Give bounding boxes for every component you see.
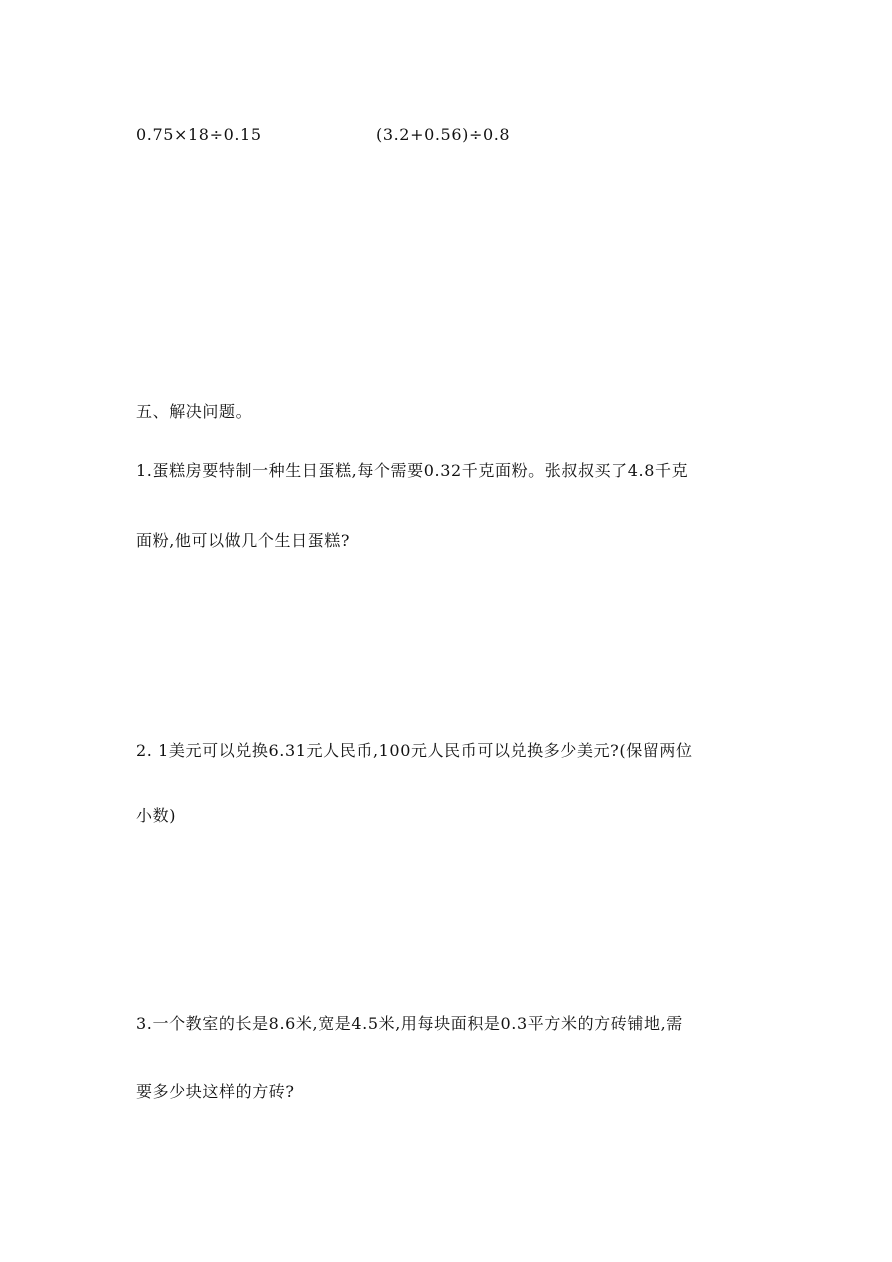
question-3-line-2: 要多少块这样的方砖? (136, 1082, 295, 1101)
question-1-line-2: 面粉,他可以做几个生日蛋糕? (136, 531, 351, 550)
question-2-line-1: 2. 1美元可以兑换6.31元人民币,100元人民币可以兑换多少美元?(保留两位 (136, 741, 693, 760)
question-1-line-1: 1.蛋糕房要特制一种生日蛋糕,每个需要0.32千克面粉。张叔叔买了4.8千克 (136, 461, 689, 480)
calculation-expression-2: (3.2+0.56)÷0.8 (376, 125, 511, 144)
question-3-line-1: 3.一个教室的长是8.6米,宽是4.5米,用每块面积是0.3平方米的方砖铺地,需 (136, 1014, 683, 1033)
question-2-line-2: 小数) (136, 806, 177, 825)
section-title: 五、解决问题。 (136, 402, 253, 421)
calculation-expression-1: 0.75×18÷0.15 (136, 125, 262, 144)
